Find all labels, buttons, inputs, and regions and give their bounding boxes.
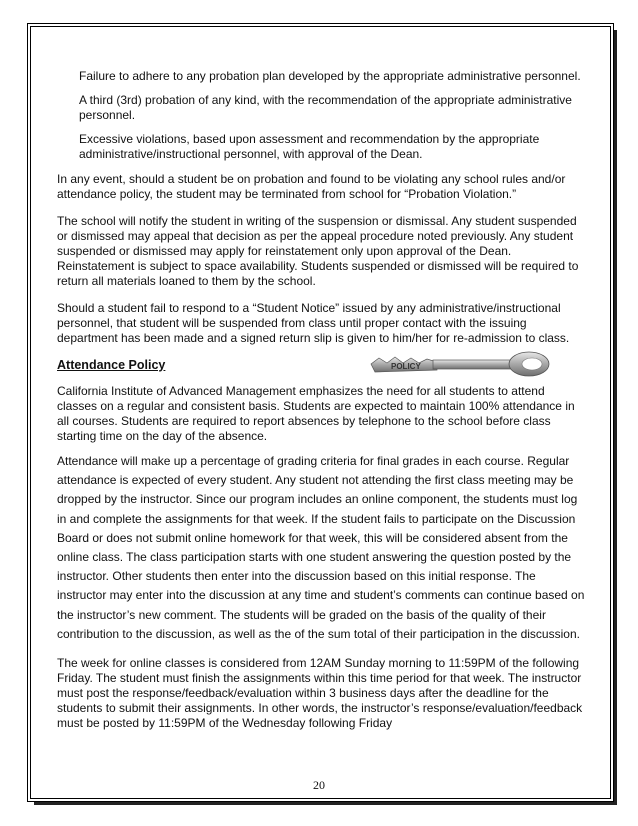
paragraph-notification: The school will notify the student in writing of the suspension or dismissal. Any student suspended or dismissed may appeal that decision as per the appeal procedure noted previously. Any student suspended or dismissed may apply for reinstatement only upon approval of the Dean. Reinstatement is subject to space availability. Students suspended or dismissed will be required to return all materials loaned to them by the school. bbox=[57, 214, 579, 288]
paragraph-attendance-grading: Attendance will make up a percentage of grading criteria for final grades in each course. Regular attendance is expected of every student. Any student not attending the first class meeting may be dropped by the instructor. Since our program includes an online component, the students must log in and complete the assignments for that week. If the student fails to participate on the Discussion Board or does not submit online homework for that week, this will be considered absent from the online class. The class participation starts with one student answering the question posted by the instructor. Other students then enter into the discussion based on this initial response. The instructor may enter into the discussion at any time and student’s comments can continue based on the instructor’s new comment. The students will be graded on the basis of the quality of their contribution to the discussion, as well as the of the sum total of their participation in the discussion. bbox=[57, 454, 585, 641]
attendance-policy-heading bbox=[57, 358, 585, 372]
page-content bbox=[57, 69, 585, 743]
bullet-excessive-violations: Excessive violations, based upon assessment and recommendation by the appropriate administrative/instructional personnel, with approval of the Dean. bbox=[79, 132, 540, 161]
page-number: 20 bbox=[313, 778, 325, 792]
paragraph-probation-violation: In any event, should a student be on probation and found to be violating any school rules and/or attendance policy, the student may be terminated from school for “Probation Violation.” bbox=[57, 172, 566, 201]
bullet-third-probation: A third (3rd) probation of any kind, with the recommendation of the appropriate administrative personnel. bbox=[79, 93, 572, 122]
attendance-heading-text: Attendance Policy bbox=[57, 358, 166, 372]
bullet-probation-plan: Failure to adhere to any probation plan developed by the appropriate administrative personnel. bbox=[79, 69, 581, 83]
paragraph-student-notice: Should a student fail to respond to a “Student Notice” issued by any administrative/instructional personnel, that student will be suspended from class until proper contact with the issuing department has been made and a signed return slip is given to him/her for re-admission to class. bbox=[57, 301, 570, 345]
paragraph-attendance-intro: California Institute of Advanced Management emphasizes the need for all students to attend classes on a regular and consistent basis. Students are expected to maintain 100% attendance in all courses. Students are required to report absences by telephone to the school before class starting time on the day of the absence. bbox=[57, 384, 575, 443]
key-engraving: POLICY bbox=[391, 362, 421, 371]
key-icon bbox=[367, 350, 553, 380]
paragraph-online-week: The week for online classes is considered from 12AM Sunday morning to 11:59PM of the following Friday. The student must finish the assignments within this time period for that week. The instructor must post the response/feedback/evaluation within 3 business days after the deadline for the students to submit their assignments. In other words, the instructor’s response/evaluation/feedback must be posted by 11:59PM of the Wednesday following Friday bbox=[57, 656, 583, 731]
